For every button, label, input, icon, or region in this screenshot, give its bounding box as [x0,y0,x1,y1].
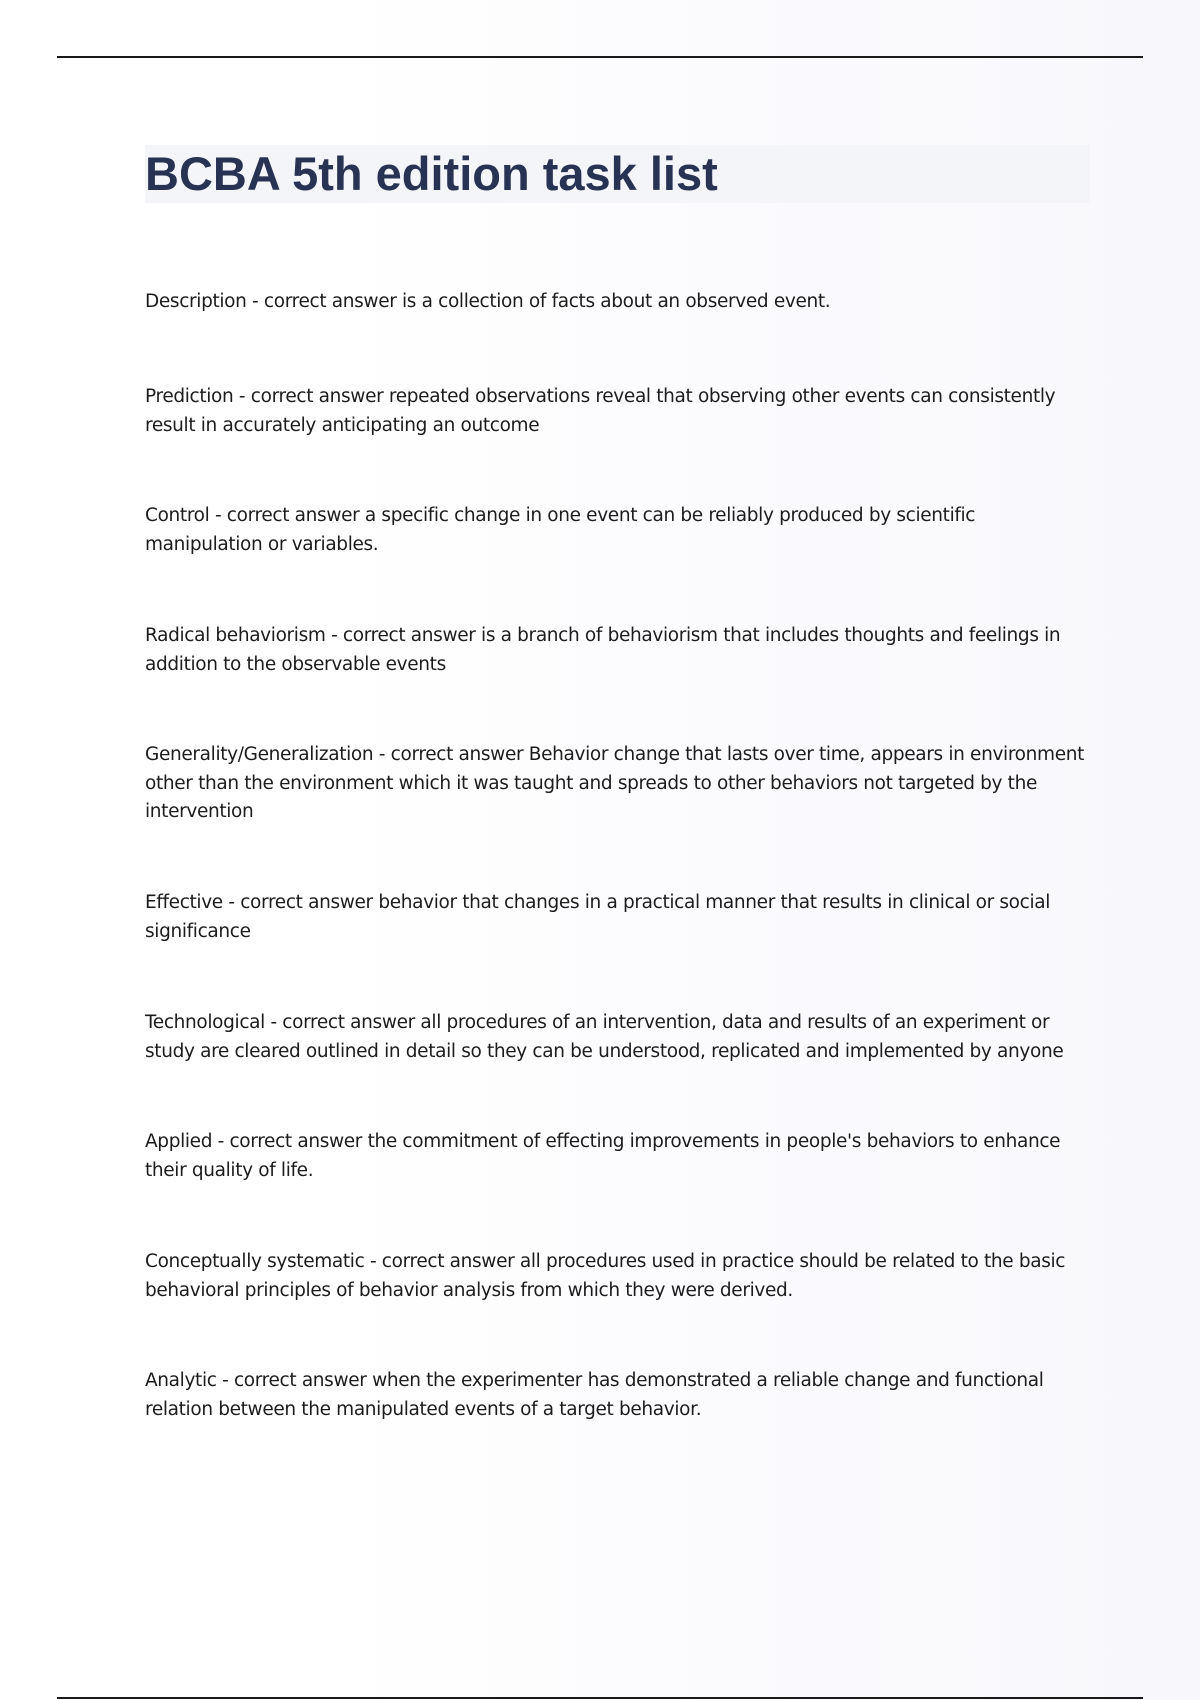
term-entry-description: Description - correct answer is a collection of facts about an observed event. [145,291,831,312]
term-entry-control: Control - correct answer a specific change in one event can be reliably produced by scientific manipulation or variables. [145,505,976,555]
term-entry-analytic: Analytic - correct answer when the experimenter has demonstrated a reliable change and functional relation between the manipulated events of a target behavior. [145,1370,1044,1420]
top-rule [57,56,1143,58]
term-entry-technological: Technological - correct answer all procedures of an intervention, data and results of an experiment or study are cleared outlined in detail so they can be understood, replicated and implemented by anyone [145,1012,1064,1062]
term-entry-conceptually-systematic: Conceptually systematic - correct answer all procedures used in practice should be related to the basic behavioral principles of behavior analysis from which they were derived. [145,1251,1066,1301]
term-entry-generality: Generality/Generalization - correct answer Behavior change that lasts over time, appears in environment other than the environment which it was taught and spreads to other behaviors not targeted by the intervention [145,744,1085,822]
term-entry-applied: Applied - correct answer the commitment of effecting improvements in people's behaviors to enhance their quality of life. [145,1131,1061,1181]
term-entry-radical-behaviorism: Radical behaviorism - correct answer is a branch of behaviorism that includes thoughts and feelings in addition to the observable events [145,625,1061,675]
bottom-rule [57,1697,1143,1699]
term-entry-prediction: Prediction - correct answer repeated observations reveal that observing other events can consistently result in accurately anticipating an outcome [145,386,1056,436]
page-title: BCBA 5th edition task list [145,147,718,200]
term-entry-effective: Effective - correct answer behavior that changes in a practical manner that results in clinical or social significance [145,892,1051,942]
